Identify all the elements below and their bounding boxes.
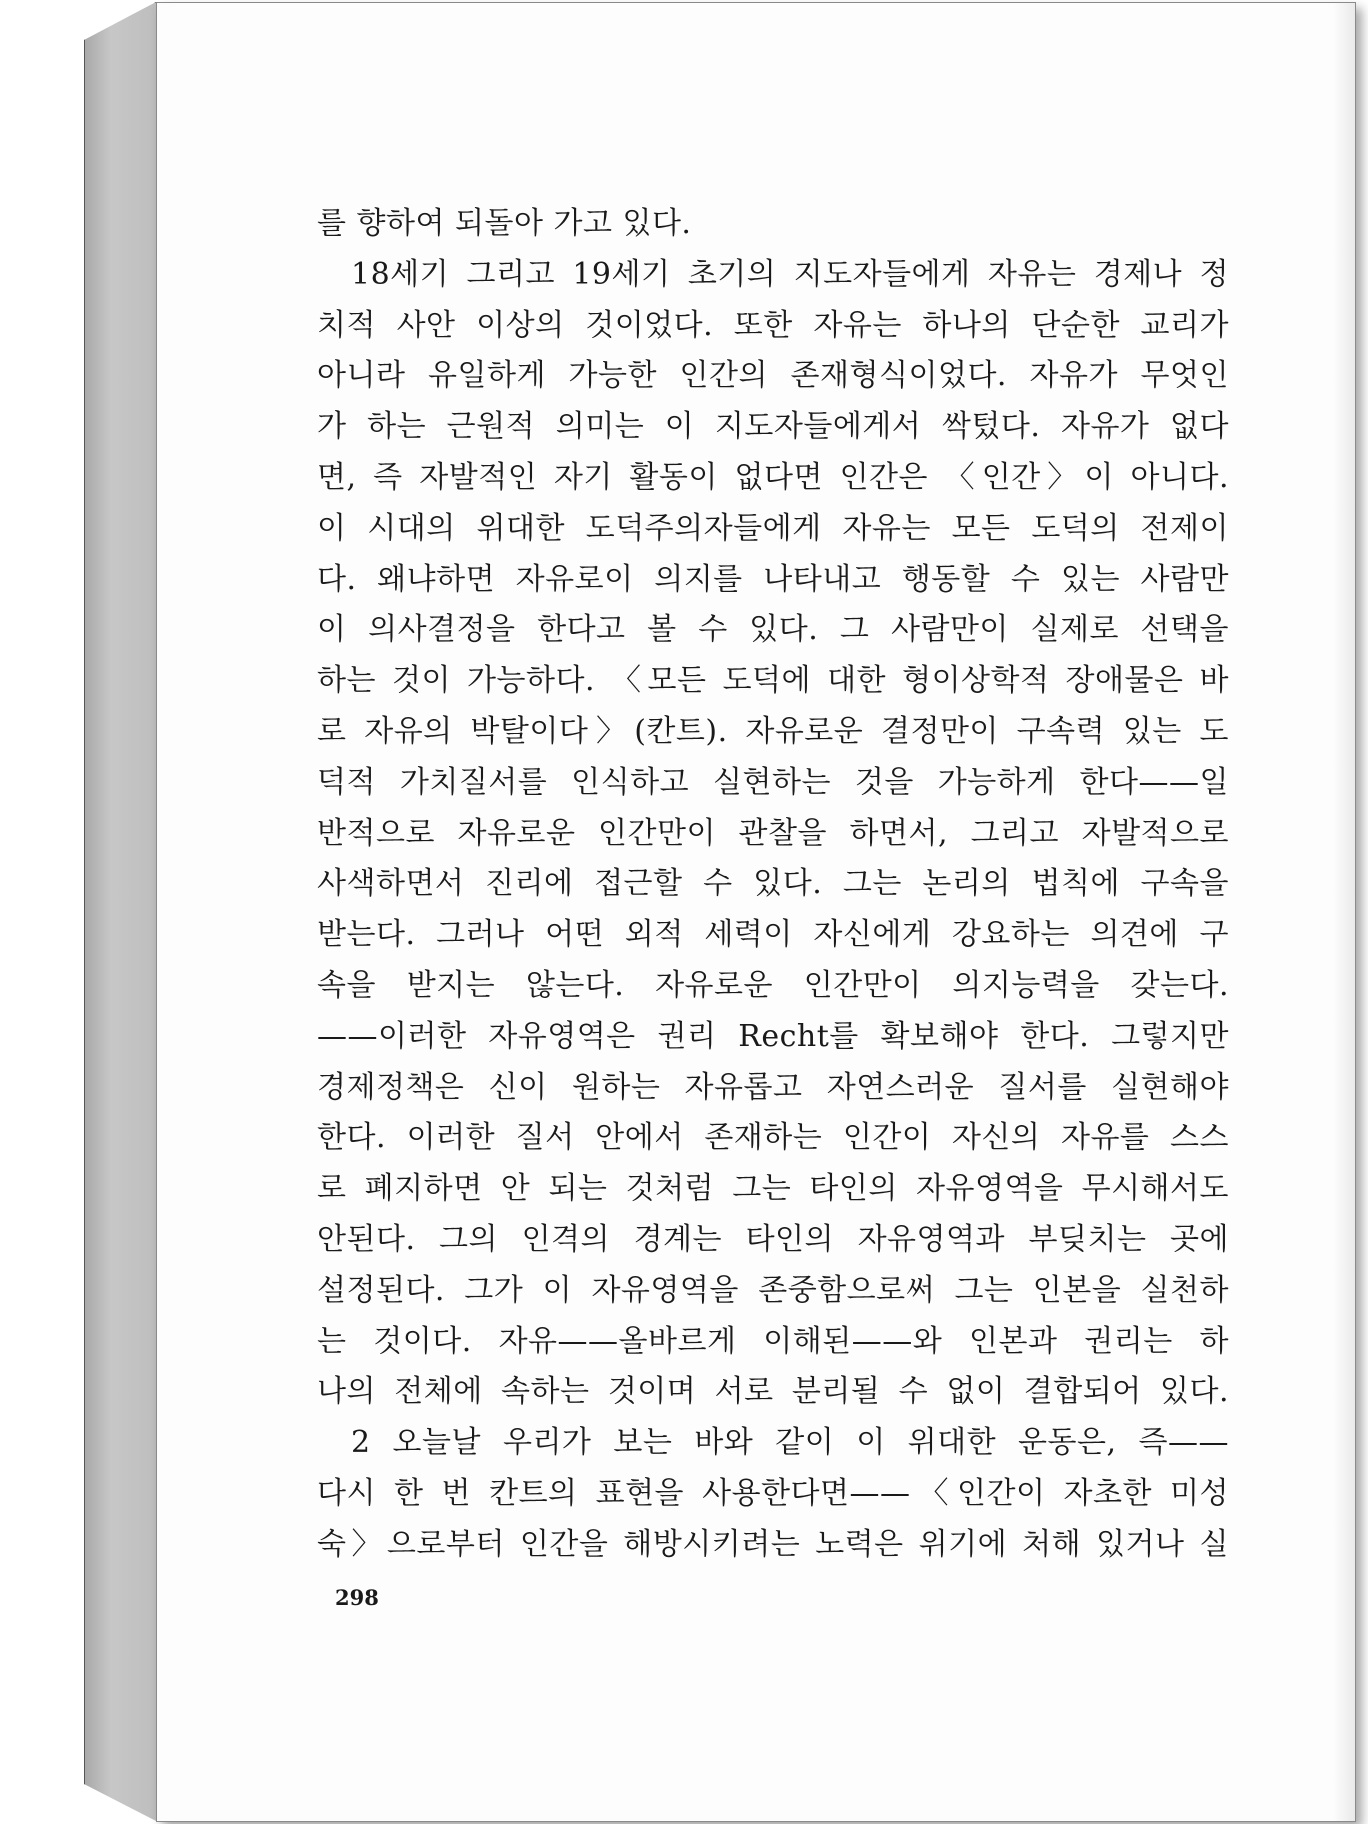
text-line: 경제정책은 신이 원하는 자유롭고 자연스러운 질서를 실현해야 [317, 1069, 1229, 1105]
text-line: 가 하는 근원적 의미는 이 지도자들에게서 싹텄다. 자유가 없다 [317, 409, 1229, 445]
text-line: 받는다. 그러나 어떤 외적 세력이 자신에게 강요하는 의견에 구 [317, 917, 1229, 953]
text-line: 로 자유의 박탈이다〉(칸트). 자유로운 결정만이 구속력 있는 도 [317, 713, 1229, 749]
text-line: 안된다. 그의 인격의 경계는 타인의 자유영역과 부딪치는 곳에 [317, 1221, 1229, 1257]
page-number: 298 [335, 1585, 379, 1610]
text-line: 2 오늘날 우리가 보는 바와 같이 이 위대한 운동은, 즉—— [351, 1425, 1229, 1461]
text-line: 이 시대의 위대한 도덕주의자들에게 자유는 모든 도덕의 전제이 [317, 510, 1229, 546]
text-line: 다시 한 번 칸트의 표현을 사용한다면——〈인간이 자초한 미성 [317, 1475, 1229, 1511]
text-line: ——이러한 자유영역은 권리 Recht를 확보해야 한다. 그렇지만 [317, 1018, 1229, 1054]
book-page [156, 2, 1356, 1822]
text-line: 면, 즉 자발적인 자기 활동이 없다면 인간은 〈인간〉이 아니다. [317, 459, 1229, 495]
text-line: 속을 받지는 않는다. 자유로운 인간만이 의지능력을 갖는다. [317, 967, 1229, 1003]
text-line: 아니라 유일하게 가능한 인간의 존재형식이었다. 자유가 무엇인 [317, 358, 1229, 394]
body-text [317, 199, 1229, 1571]
book-spine-edge [84, 2, 158, 1822]
text-line: 설정된다. 그가 이 자유영역을 존중함으로써 그는 인본을 실천하 [317, 1272, 1229, 1308]
text-line: 숙〉으로부터 인간을 해방시키려는 노력은 위기에 처해 있거나 실 [317, 1526, 1229, 1562]
text-line: 하는 것이 가능하다. 〈모든 도덕에 대한 형이상학적 장애물은 바 [317, 663, 1229, 699]
text-line: 이 의사결정을 한다고 볼 수 있다. 그 사람만이 실제로 선택을 [317, 612, 1229, 648]
text-line: 로 폐지하면 안 되는 것처럼 그는 타인의 자유영역을 무시해서도 [317, 1171, 1229, 1207]
text-line: 를 향하여 되돌아 가고 있다. [317, 206, 692, 241]
text-line: 덕적 가치질서를 인식하고 실현하는 것을 가능하게 한다——일 [317, 764, 1229, 800]
text-line: 사색하면서 진리에 접근할 수 있다. 그는 논리의 법칙에 구속을 [317, 866, 1229, 902]
text-line: 반적으로 자유로운 인간만이 관찰을 하면서, 그리고 자발적으로 [317, 815, 1229, 851]
text-line: 한다. 이러한 질서 안에서 존재하는 인간이 자신의 자유를 스스 [317, 1120, 1229, 1156]
text-line: 18세기 그리고 19세기 초기의 지도자들에게 자유는 경제나 정 [351, 256, 1229, 292]
text-line: 다. 왜냐하면 자유로이 의지를 나타내고 행동할 수 있는 사람만 [317, 561, 1229, 597]
text-line: 나의 전체에 속하는 것이며 서로 분리될 수 없이 결합되어 있다. [317, 1374, 1229, 1410]
text-line: 는 것이다. 자유——올바르게 이해된——와 인본과 권리는 하 [317, 1323, 1229, 1359]
text-line: 치적 사안 이상의 것이었다. 또한 자유는 하나의 단순한 교리가 [317, 307, 1229, 343]
